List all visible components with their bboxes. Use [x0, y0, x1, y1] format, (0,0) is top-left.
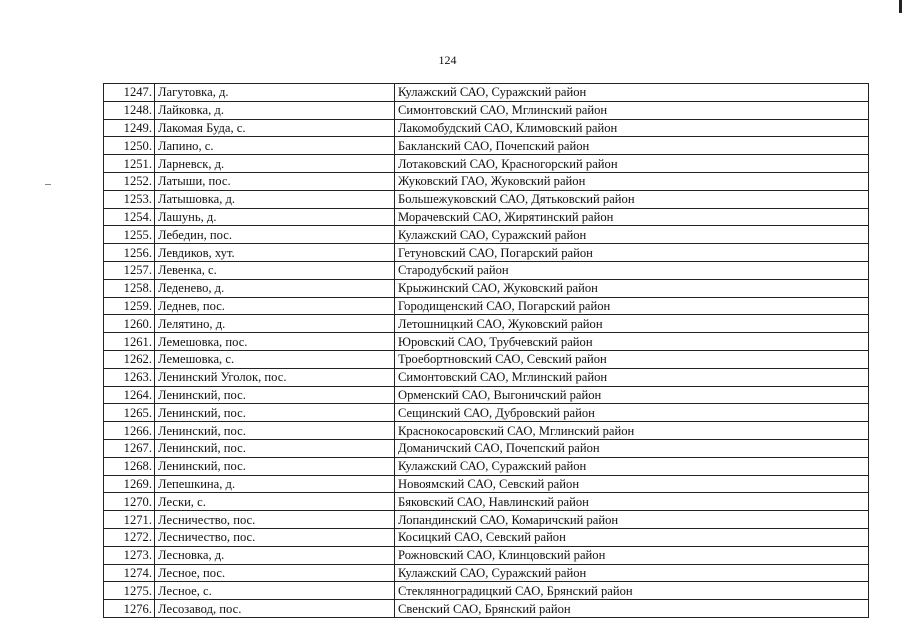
table-row: [104, 350, 869, 368]
row-number: 1268.: [104, 457, 155, 475]
row-number: 1265.: [104, 404, 155, 422]
settlement-name: Ленинский, пос.: [155, 404, 395, 422]
row-number: 1272.: [104, 528, 155, 546]
settlement-name: Латышовка, д.: [155, 190, 395, 208]
table-row: [104, 297, 869, 315]
administrative-unit: Краснокосаровский САО, Мглинский район: [395, 422, 869, 440]
administrative-unit: Лопандинский САО, Комаричский район: [395, 511, 869, 529]
administrative-unit: Стеклянноградицкий САО, Брянский район: [395, 582, 869, 600]
settlement-name: Лесновка, д.: [155, 546, 395, 564]
table-row: [104, 422, 869, 440]
row-number: 1276.: [104, 600, 155, 618]
settlement-name: Лакомая Буда, с.: [155, 119, 395, 137]
table-row: [104, 261, 869, 279]
row-number: 1260.: [104, 315, 155, 333]
settlement-name: Ленинский Уголок, пос.: [155, 368, 395, 386]
administrative-unit: Летошницкий САО, Жуковский район: [395, 315, 869, 333]
table-row: [104, 137, 869, 155]
administrative-unit: Кулажский САО, Суражский район: [395, 84, 869, 102]
row-number: 1273.: [104, 546, 155, 564]
row-number: 1252.: [104, 172, 155, 190]
table-row: [104, 119, 869, 137]
administrative-unit: Большежуковский САО, Дятьковский район: [395, 190, 869, 208]
settlements-table: [103, 83, 869, 618]
table-row: [104, 172, 869, 190]
settlement-name: Лемешовка, с.: [155, 350, 395, 368]
administrative-unit: Жуковский ГАО, Жуковский район: [395, 172, 869, 190]
row-number: 1255.: [104, 226, 155, 244]
administrative-unit: Гетуновский САО, Погарский район: [395, 244, 869, 262]
row-number: 1261.: [104, 333, 155, 351]
settlement-name: Лелятино, д.: [155, 315, 395, 333]
settlement-name: Ларневск, д.: [155, 155, 395, 173]
row-number: 1257.: [104, 261, 155, 279]
settlement-name: Ленинский, пос.: [155, 386, 395, 404]
administrative-unit: Симонтовский САО, Мглинский район: [395, 368, 869, 386]
row-number: 1262.: [104, 350, 155, 368]
row-number: 1254.: [104, 208, 155, 226]
administrative-unit: Свенский САО, Брянский район: [395, 600, 869, 618]
administrative-unit: Крыжинский САО, Жуковский район: [395, 279, 869, 297]
table-row: [104, 315, 869, 333]
table-row: [104, 208, 869, 226]
administrative-unit: Бакланский САО, Почепский район: [395, 137, 869, 155]
administrative-unit: Бяковский САО, Навлинский район: [395, 493, 869, 511]
administrative-unit: Морачевский САО, Жирятинский район: [395, 208, 869, 226]
row-number: 1266.: [104, 422, 155, 440]
table-row: [104, 528, 869, 546]
settlement-name: Леднев, пос.: [155, 297, 395, 315]
settlement-name: Лемешовка, пос.: [155, 333, 395, 351]
administrative-unit: Орменский САО, Выгоничский район: [395, 386, 869, 404]
page-number: 124: [438, 53, 457, 67]
administrative-unit: Юровский САО, Трубчевский район: [395, 333, 869, 351]
administrative-unit: Лотаковский САО, Красногорский район: [395, 155, 869, 173]
settlement-name: Леденево, д.: [155, 279, 395, 297]
settlement-name: Лагутовка, д.: [155, 84, 395, 102]
table-row: [104, 226, 869, 244]
settlement-name: Левенка, с.: [155, 261, 395, 279]
table-row: [104, 582, 869, 600]
row-number: 1259.: [104, 297, 155, 315]
page-edge-mark: [899, 0, 902, 13]
settlement-name: Лески, с.: [155, 493, 395, 511]
table-row: [104, 546, 869, 564]
administrative-unit: Троебортновский САО, Севский район: [395, 350, 869, 368]
row-number: 1263.: [104, 368, 155, 386]
administrative-unit: Кулажский САО, Суражский район: [395, 226, 869, 244]
settlement-name: Лебедин, пос.: [155, 226, 395, 244]
settlement-name: Лесничество, пос.: [155, 511, 395, 529]
administrative-unit: Симонтовский САО, Мглинский район: [395, 101, 869, 119]
row-number: 1274.: [104, 564, 155, 582]
table-row: [104, 439, 869, 457]
administrative-unit: Сещинский САО, Дубровский район: [395, 404, 869, 422]
settlement-name: Лепешкина, д.: [155, 475, 395, 493]
settlement-name: Левдиков, хут.: [155, 244, 395, 262]
administrative-unit: Кулажский САО, Суражский район: [395, 564, 869, 582]
table-row: [104, 368, 869, 386]
table-row: [104, 244, 869, 262]
table-row: [104, 457, 869, 475]
table-row: [104, 475, 869, 493]
settlement-name: Ленинский, пос.: [155, 439, 395, 457]
settlement-name: Лашунь, д.: [155, 208, 395, 226]
row-number: 1275.: [104, 582, 155, 600]
settlement-name: Лапино, с.: [155, 137, 395, 155]
table-row: [104, 404, 869, 422]
row-number: 1256.: [104, 244, 155, 262]
administrative-unit: Рожновский САО, Клинцовский район: [395, 546, 869, 564]
row-number: 1271.: [104, 511, 155, 529]
table-row: [104, 279, 869, 297]
administrative-unit: Стародубский район: [395, 261, 869, 279]
row-number: 1270.: [104, 493, 155, 511]
row-number: 1258.: [104, 279, 155, 297]
administrative-unit: Кулажский САО, Суражский район: [395, 457, 869, 475]
administrative-unit: Лакомобудский САО, Климовский район: [395, 119, 869, 137]
settlement-name: Ленинский, пос.: [155, 457, 395, 475]
administrative-unit: Городищенский САО, Погарский район: [395, 297, 869, 315]
table-row: [104, 600, 869, 618]
settlements-table-body: [104, 84, 869, 618]
settlement-name: Лесное, пос.: [155, 564, 395, 582]
table-row: [104, 511, 869, 529]
row-number: 1251.: [104, 155, 155, 173]
row-number: 1248.: [104, 101, 155, 119]
table-row: [104, 333, 869, 351]
table-row: [104, 84, 869, 102]
row-number: 1250.: [104, 137, 155, 155]
administrative-unit: Доманичский САО, Почепский район: [395, 439, 869, 457]
table-row: [104, 190, 869, 208]
row-number: 1247.: [104, 84, 155, 102]
row-number: 1269.: [104, 475, 155, 493]
settlement-name: Лесозавод, пос.: [155, 600, 395, 618]
margin-mark: [45, 184, 51, 185]
administrative-unit: Косицкий САО, Севский район: [395, 528, 869, 546]
administrative-unit: Новоямский САО, Севский район: [395, 475, 869, 493]
settlement-name: Ленинский, пос.: [155, 422, 395, 440]
row-number: 1264.: [104, 386, 155, 404]
settlement-name: Лесное, с.: [155, 582, 395, 600]
settlement-name: Латыши, пос.: [155, 172, 395, 190]
row-number: 1253.: [104, 190, 155, 208]
table-row: [104, 564, 869, 582]
settlement-name: Лайковка, д.: [155, 101, 395, 119]
table-row: [104, 155, 869, 173]
row-number: 1267.: [104, 439, 155, 457]
table-row: [104, 101, 869, 119]
table-row: [104, 493, 869, 511]
row-number: 1249.: [104, 119, 155, 137]
table-row: [104, 386, 869, 404]
settlement-name: Лесничество, пос.: [155, 528, 395, 546]
